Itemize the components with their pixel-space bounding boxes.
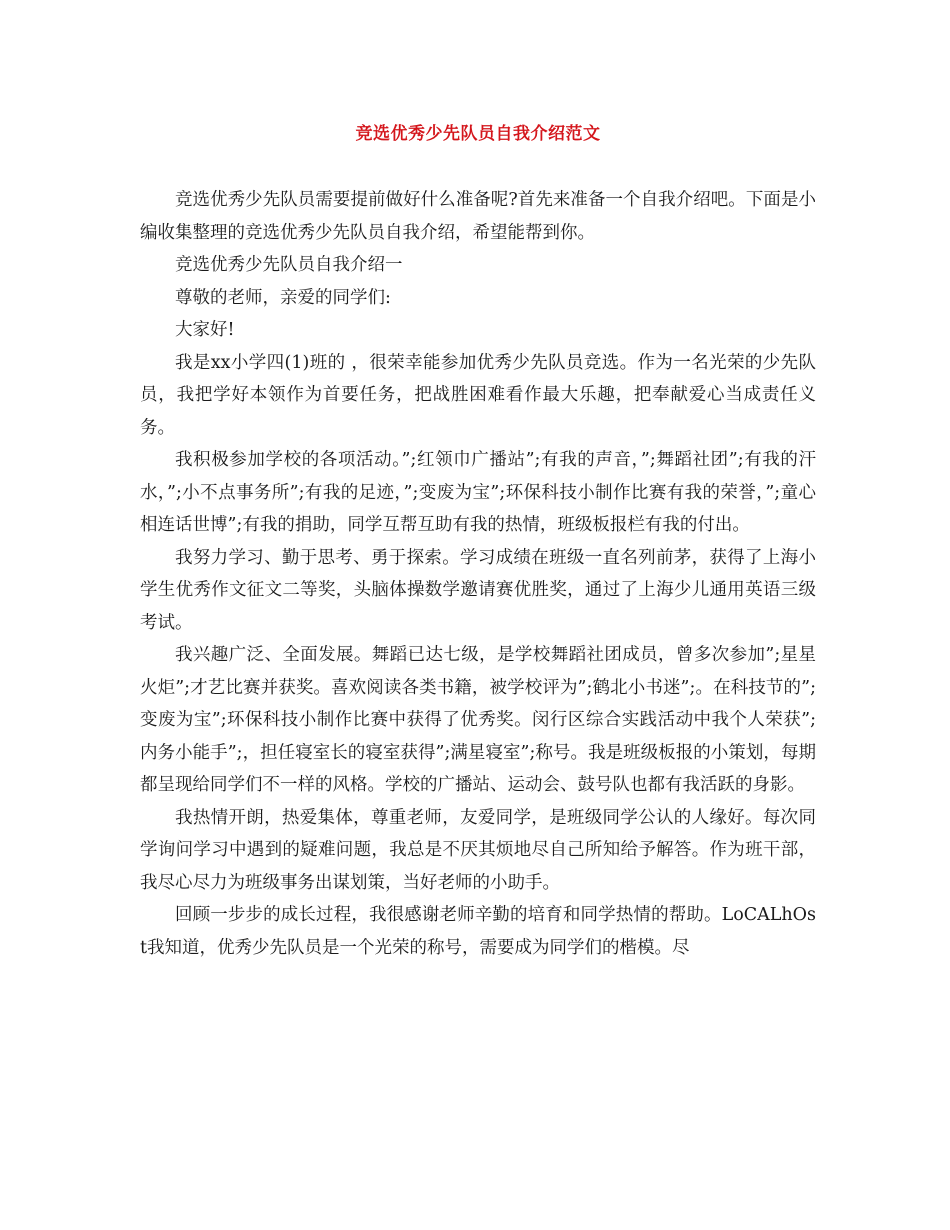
document-title: 竞选优秀少先队员自我介绍范文 (355, 124, 601, 144)
paragraph-study: 我努力学习、勤于思考、勇于探索。学习成绩在班级一直名列前茅，获得了上海小学生优秀作文征文二等奖，头脑体操数学邀请赛优胜奖，通过了上海少儿通用英语三级考试。 (140, 547, 816, 633)
paragraph-greeting: 大家好! (175, 320, 235, 340)
paragraph-reflection: 回顾一步步的成长过程，我很感谢老师辛勤的培育和同学热情的帮助。LoCALhOst我知道，优秀少先队员是一个光荣的称号，需要成为同学们的楷模。尽 (140, 905, 816, 958)
paragraph-self-intro: 我是xx小学四(1)班的 ，很荣幸能参加优秀少先队员竞选。作为一名光荣的少先队员，我把学好本领作为首要任务，把战胜困难看作最大乐趣，把奉献爱心当成责任义务。 (140, 352, 816, 438)
paragraph-interests: 我兴趣广泛、全面发展。舞蹈已达七级，是学校舞蹈社团成员，曾多次参加”;星星火炬”;才艺比赛并获奖。喜欢阅读各类书籍，被学校评为”;鹤北小书迷”;。在科技节的”;变废为宝”;环保科技小制作比赛中获得了优秀奖。闵行区综合实践活动中我个人荣获”;内务小能手”;，担任寝室长的寝室获得”;满星寝室”;称号。我是班级板报的小策划，每期都呈现给同学们不一样的风格。学校的广播站、运动会、鼓号队也都有我活跃的身影。 (140, 645, 816, 795)
paragraph-personality: 我热情开朗，热爱集体，尊重老师，友爱同学，是班级同学公认的人缘好。每次同学询问学习中遇到的疑难问题，我总是不厌其烦地尽自己所知给予解答。作为班干部，我尽心尽力为班级事务出谋划策，当好老师的小助手。 (140, 807, 816, 893)
paragraph-heading-one: 竞选优秀少先队员自我介绍一 (175, 255, 403, 275)
paragraph-salutation: 尊敬的老师，亲爱的同学们: (175, 287, 391, 308)
document-page (140, 118, 816, 964)
paragraph-activities: 我积极参加学校的各项活动。”;红领巾广播站”;有我的声音，”;舞蹈社团”;有我的汗水，”;小不点事务所”;有我的足迹，”;变废为宝”;环保科技小制作比赛有我的荣誉，”;童心相连话世博”;有我的捐助，同学互帮互助有我的热情，班级板报栏有我的付出。 (140, 450, 816, 535)
paragraph-intro: 竞选优秀少先队员需要提前做好什么准备呢?首先来准备一个自我介绍吧。下面是小编收集整理的竞选优秀少先队员自我介绍，希望能帮到你。 (140, 190, 816, 243)
